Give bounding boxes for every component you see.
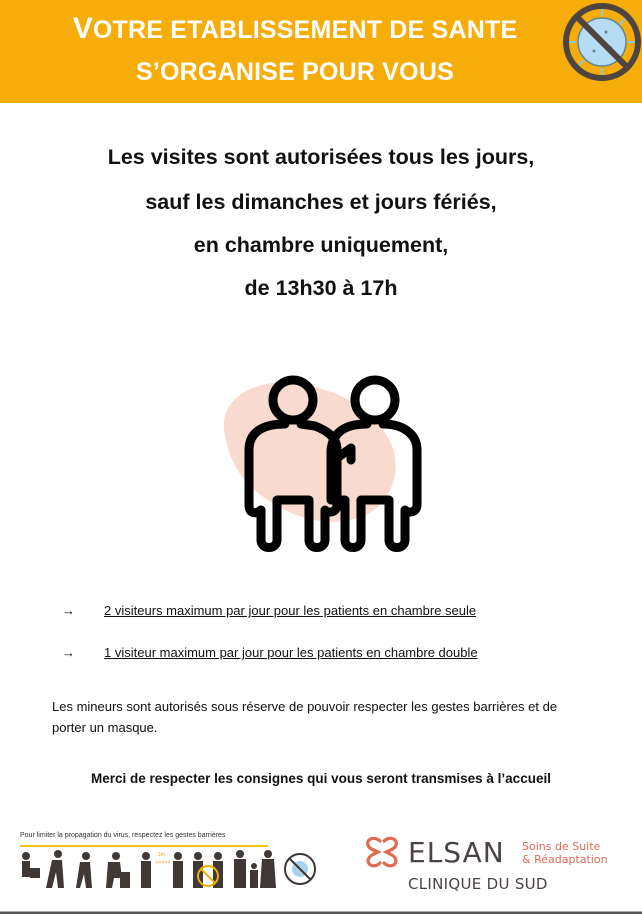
visitor-rule-single-room bbox=[62, 603, 476, 618]
brand-tagline-line2: & Réadaptation bbox=[522, 853, 608, 866]
two-people-icon bbox=[205, 350, 450, 560]
no-virus-icon bbox=[560, 0, 642, 88]
headline-line2: sauf les dimanches et jours fériés, bbox=[145, 190, 497, 214]
thanks-note: Merci de respecter les consignes qui vous seront transmises à l’accueil bbox=[91, 771, 551, 786]
arrow-right-icon: → bbox=[62, 603, 75, 618]
headline-line3: en chambre uniquement, bbox=[193, 233, 449, 257]
elsan-logo-icon bbox=[364, 836, 400, 868]
arrow-right-icon: → bbox=[62, 645, 75, 660]
barrier-gestures-icons bbox=[18, 848, 318, 890]
rule-text: 1 visiteur maximum par jour pour les patients en chambre double bbox=[104, 645, 478, 660]
clinic-name: CLINIQUE DU SUD bbox=[408, 875, 548, 893]
title-rest: OTRE ETABLISSEMENT DE SANTE bbox=[92, 16, 518, 44]
visitor-rule-double-room bbox=[62, 645, 478, 660]
headline-line4: de 13h30 à 17h bbox=[244, 276, 398, 300]
title-initial: V bbox=[72, 12, 93, 45]
barrier-gestures-caption: Pour limiter la propagation du virus, respectez les gestes barrières bbox=[20, 832, 226, 839]
header-title-line2: S’ORGANISE POUR VOUS bbox=[136, 58, 454, 86]
headline-line1: Les visites sont autorisées tous les jours, bbox=[107, 145, 535, 169]
caption-underline bbox=[20, 845, 268, 847]
rule-text: 2 visiteurs maximum par jour pour les patients en chambre seule bbox=[104, 603, 477, 618]
svg-text:1m: 1m bbox=[158, 852, 165, 858]
brand-tagline-line1: Soins de Suite bbox=[522, 840, 601, 853]
minors-note: Les mineurs sont autorisés sous réserve de pouvoir respecter les gestes barrières et de porter un masque. bbox=[52, 699, 558, 735]
header-title-line1 bbox=[60, 12, 530, 46]
header-banner bbox=[0, 0, 642, 103]
brand-name: ELSAN bbox=[408, 836, 505, 869]
